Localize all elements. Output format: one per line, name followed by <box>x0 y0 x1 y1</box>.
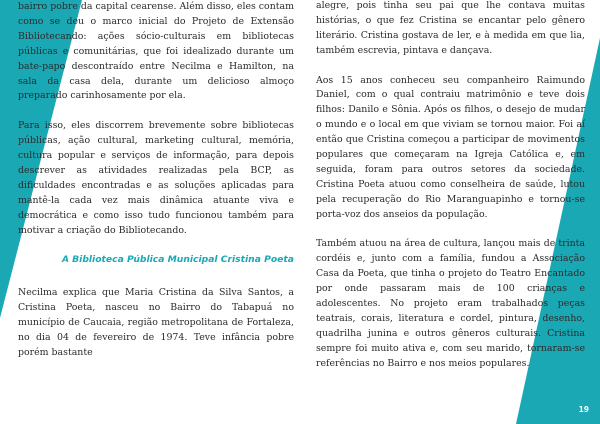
left-paragraph-3: Necilma explica que Maria Cristina da Silva Santos, a Cristina Poeta, nasceu no Bairro do Tabapuá no município de Caucaia, região metropolitana de Fortaleza, no dia 04 de fevereiro de 1974. Teve infância pobre porém bastante <box>18 287 294 358</box>
left-column <box>18 0 294 376</box>
page-number: 19 <box>578 405 589 414</box>
right-column <box>316 0 585 387</box>
left-paragraph-2: Para isso, eles discorrem brevemente sobre bibliotecas públicas, ação cultural, marketing cultural, memória, cultura popular e serviços de informação, para depois descrever as atividades realizadas pela BCP, as dificuldades encontradas e as soluções aplicadas para mantê-la cada vez mais dinâmica atuante viva e democrática e como isso tudo funcionou também para motivar a criação do Bibliotecando. <box>18 120 294 236</box>
right-paragraph-3: Também atuou na área de cultura, lançou mais de trinta cordéis e, junto com a família, fundou a Associação Casa da Poeta, que tinha o projeto do Teatro Encantado por onde passaram mais de 100 crianças e adolescentes. No projeto eram trabalhados peças teatrais, corais, literatura e cordel, pintura, desenho, quadrilha junina e outros gêneros culturais. Cristina sempre foi muito ativa e, com seu marido, tornaram-se referências no Bairro e nos meios populares. <box>316 238 585 369</box>
left-paragraph-1: bairro pobre da capital cearense. Além disso, eles contam como se deu o marco inicial do Projeto de Extensão Bibliotecando: ações sócio-culturais em bibliotecas públicas e comunitárias, que foi idealizado durante um bate-papo descontraído entre Necilma e Hamilton, na sala da casa dela, durante um delicioso almoço preparado carinhosamente por ela. <box>18 1 294 102</box>
section-subtitle: A Biblioteca Pública Municipal Cristina Poeta <box>61 254 294 266</box>
right-paragraph-2: Aos 15 anos conheceu seu companheiro Raimundo Daniel, com o qual contraiu matrimônio e teve dois filhos: Danilo e Sônia. Após os filhos, o desejo de mudar o mundo e o local em que viviam se tornou maior. Foi aí então que Cristina começou a participar de movimentos populares que começaram na Igreja Católica e, em seguida, foram para outros setores da sociedade. Cristina Poeta atuou como conselheira de saúde, lutou pela recuperação do Rio Maranguapinho e tornou-se porta-voz dos anseios da população. <box>316 74 585 220</box>
right-paragraph-1: alegre, pois tinha seu pai que lhe contava muitas histórias, o que fez Cristina se encantar pelo gênero literário. Cristina gostava de ler, e à medida em que lia, também escrevia, pintava e dançava. <box>316 0 585 56</box>
